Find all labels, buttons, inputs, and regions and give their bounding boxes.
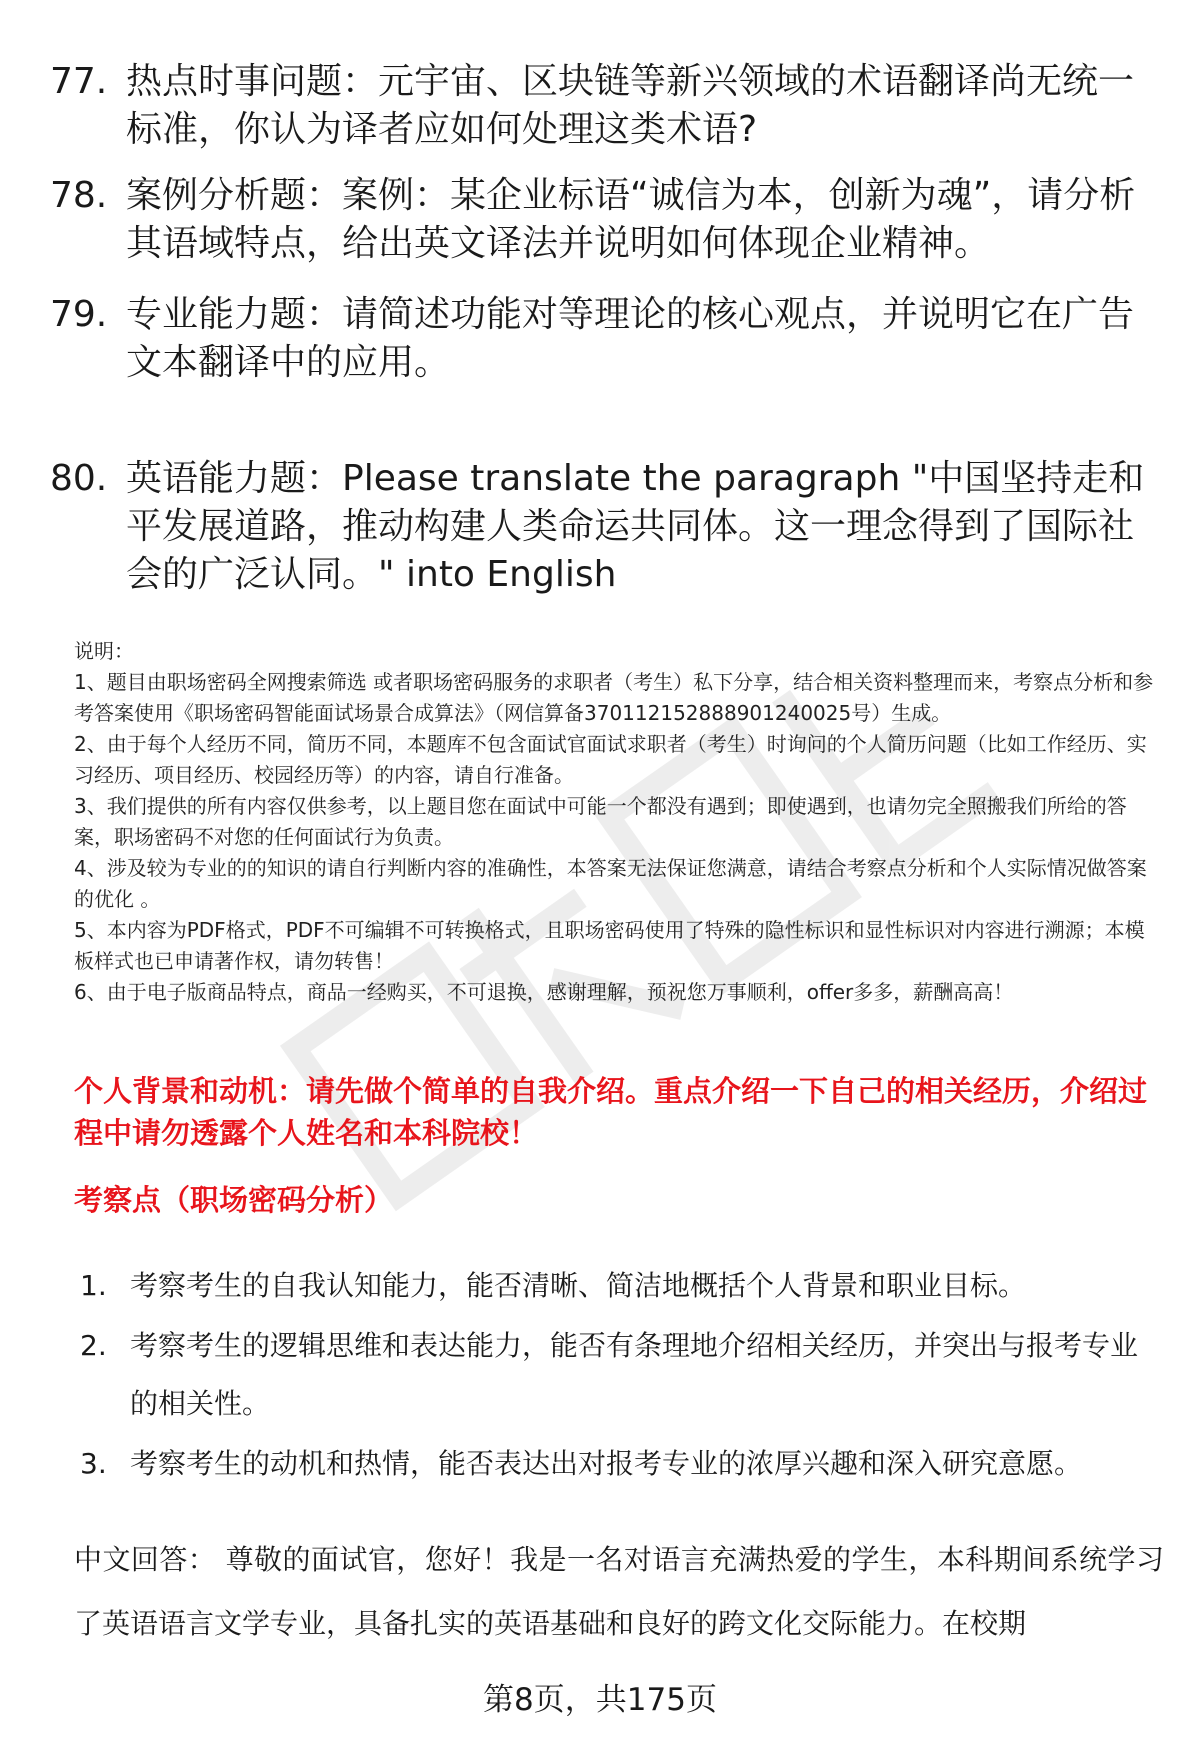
- section-title: 个人背景和动机：请先做个简单的自我介绍。重点介绍一下自己的相关经历，介绍过程中请勿透露个人姓名和本科院校！: [74, 1074, 1148, 1150]
- page-number: 第8页，共175页: [483, 1682, 717, 1718]
- list-item: [80, 1257, 1160, 1315]
- question-text: 热点时事问题：元宇宙、区块链等新兴领域的术语翻译尚无统一标准，你认为译者应如何处理这类术语?: [126, 61, 1135, 150]
- question-77: [50, 58, 1160, 154]
- list-item: [80, 1435, 1160, 1493]
- list-text: 考察考生的自我认知能力，能否清晰、简洁地概括个人背景和职业目标。: [130, 1269, 1027, 1302]
- question-number: 77.: [50, 61, 108, 102]
- notes-item: 5、本内容为PDF格式，PDF不可编辑不可转换格式，且职场密码使用了特殊的隐性标识和显性标识对内容进行溯源；本模板样式也已申请著作权，请勿转售！: [74, 918, 1145, 973]
- question-78: [50, 172, 1160, 268]
- question-80: [50, 455, 1160, 599]
- notes-heading: 说明：: [74, 639, 134, 663]
- list-item: [80, 1317, 1160, 1433]
- question-number: 78.: [50, 175, 108, 216]
- list-text: 考察考生的动机和热情，能否表达出对报考专业的浓厚兴趣和深入研究意愿。: [130, 1447, 1083, 1480]
- list-number: 1.: [80, 1269, 107, 1302]
- assessment-points: [80, 1257, 1160, 1495]
- question-text: 专业能力题：请简述功能对等理论的核心观点，并说明它在广告文本翻译中的应用。: [126, 294, 1135, 383]
- notes-item: 6、由于电子版商品特点，商品一经购买，不可退换，感谢理解，预祝您万事顺利，offer多多，薪酬高高！: [74, 980, 1014, 1004]
- question-79: [50, 291, 1160, 387]
- section-subtitle: 考察点（职场密码分析）: [74, 1183, 394, 1217]
- notes-item: 2、由于每个人经历不同，简历不同，本题库不包含面试官面试求职者（考生）时询问的个人简历问题（比如工作经历、实习经历、项目经历、校园经历等）的内容，请自行准备。: [74, 732, 1147, 787]
- question-text: 案例分析题：案例：某企业标语“诚信为本，创新为魂”，请分析其语域特点，给出英文译法并说明如何体现企业精神。: [126, 175, 1136, 264]
- notes-item: 3、我们提供的所有内容仅供参考，以上题目您在面试中可能一个都没有遇到；即使遇到，也请勿完全照搬我们所给的答案，职场密码不对您的任何面试行为负责。: [74, 794, 1127, 849]
- question-text: 英语能力题：Please translate the paragraph "中国坚持走和平发展道路，推动构建人类命运共同体。这一理念得到了国际社会的广泛认同。" into English: [126, 458, 1145, 595]
- question-number: 79.: [50, 294, 108, 335]
- notes-item: 1、题目由职场密码全网搜索筛选 或者职场密码服务的求职者（考生）私下分享，结合相关资料整理而来，考察点分析和参考答案使用《职场密码智能面试场景合成算法》（网信算备370112152888901240025号）生成。: [74, 670, 1154, 725]
- chinese-answer: 中文回答： 尊敬的面试官，您好！我是一名对语言充满热爱的学生，本科期间系统学习了英语语言文学专业，具备扎实的英语基础和良好的跨文化交际能力。在校期: [74, 1543, 1164, 1640]
- notes-item: 4、涉及较为专业的的知识的请自行判断内容的准确性，本答案无法保证您满意，请结合考察点分析和个人实际情况做答案的优化 。: [74, 856, 1147, 911]
- list-number: 3.: [80, 1447, 107, 1480]
- question-number: 80.: [50, 458, 108, 499]
- list-number: 2.: [80, 1329, 107, 1362]
- list-text: 考察考生的逻辑思维和表达能力，能否有条理地介绍相关经历，并突出与报考专业的相关性。: [130, 1329, 1139, 1420]
- disclaimer-notes: [74, 636, 1159, 1008]
